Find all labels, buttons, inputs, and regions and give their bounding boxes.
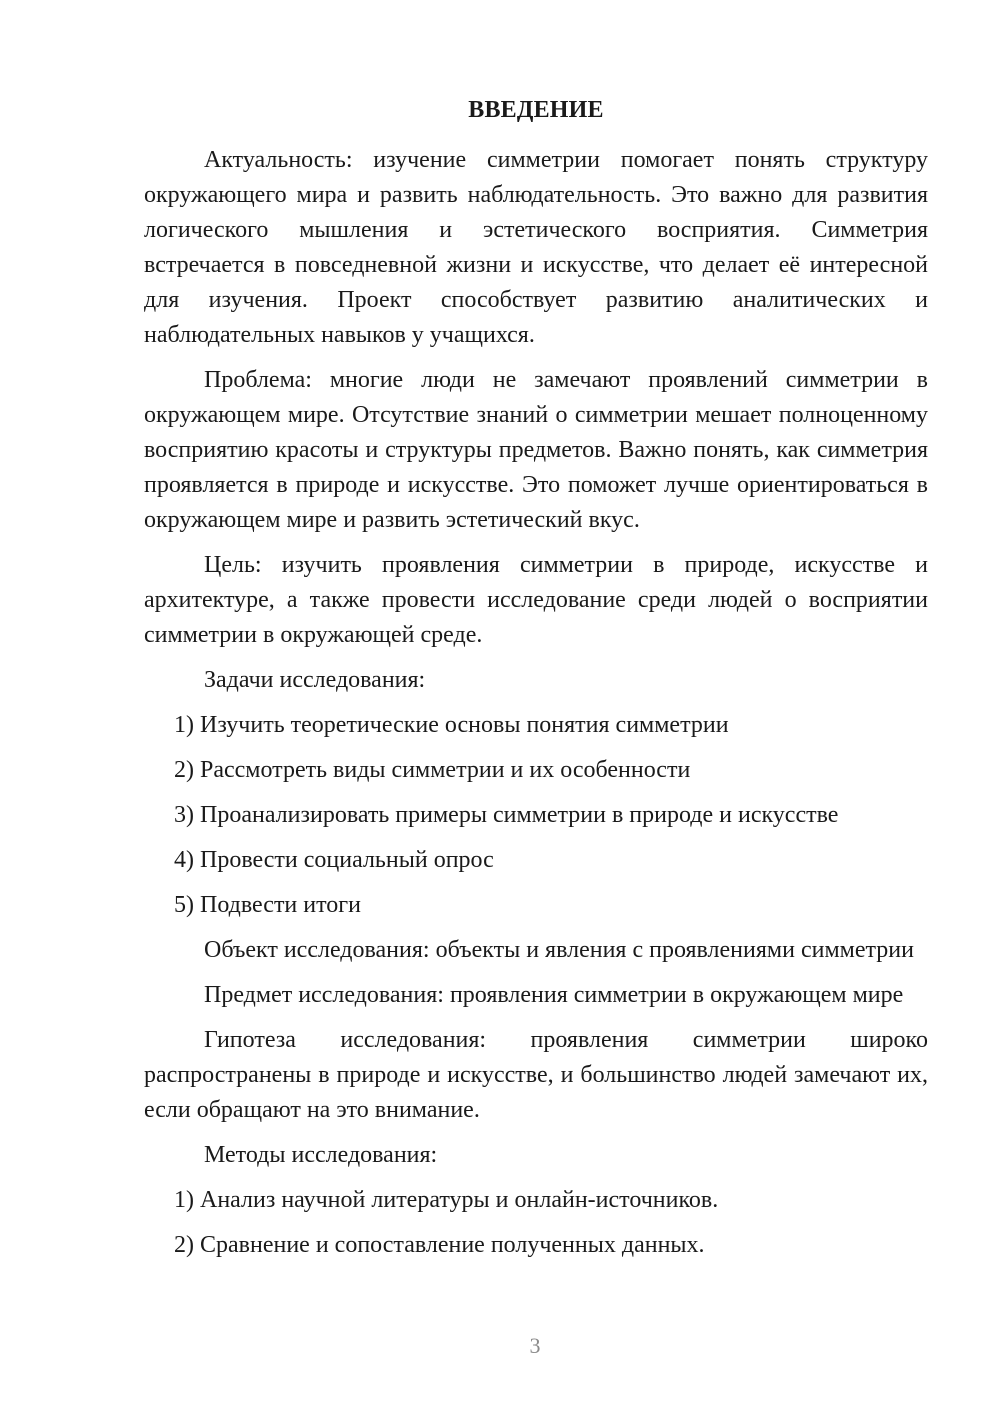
list-item: 3) Проанализировать примеры симметрии в природе и искусстве — [174, 802, 839, 828]
methods-list — [144, 1183, 928, 1263]
tasks-heading: Задачи исследования: — [204, 667, 426, 693]
list-item: 2) Сравнение и сопоставление полученных данных. — [174, 1232, 705, 1258]
list-item: 2) Рассмотреть виды симметрии и их особенности — [174, 757, 691, 783]
page-title: ВВЕДЕНИЕ — [468, 97, 604, 123]
subject-paragraph: Предмет исследования: проявления симметрии в окружающем мире — [204, 982, 904, 1008]
page-content — [144, 95, 928, 1273]
methods-heading: Методы исследования: — [204, 1142, 438, 1168]
goal-paragraph: Цель: изучить проявления симметрии в природе, искусстве и архитектуре, а также провести исследование среди людей о восприятии симметрии в окружающей среде. — [144, 552, 928, 648]
list-item: 1) Анализ научной литературы и онлайн-источников. — [174, 1187, 719, 1213]
relevance-paragraph: Актуальность: изучение симметрии помогает понять структуру окружающего мира и развить наблюдательность. Это важно для развития логического мышления и эстетического восприятия. Симметрия встречается в повседневной жизни и искусстве, что делает её интересной для изучения. Проект способствует развитию аналитических и наблюдательных навыков у учащихся. — [144, 147, 928, 348]
problem-paragraph: Проблема: многие люди не замечают проявлений симметрии в окружающем мире. Отсутствие знаний о симметрии мешает полноценному восприятию красоты и структуры предметов. Важно понять, как симметрия проявляется в природе и искусстве. Это поможет лучше ориентироваться в окружающем мире и развить эстетический вкус. — [144, 367, 928, 533]
list-item: 1) Изучить теоретические основы понятия симметрии — [174, 712, 729, 738]
page-number: 3 — [529, 1333, 541, 1358]
list-item: 4) Провести социальный опрос — [174, 847, 494, 873]
object-paragraph: Объект исследования: объекты и явления с проявлениями симметрии — [204, 937, 914, 963]
hypothesis-paragraph: Гипотеза исследования: проявления симметрии широко распространены в природе и искусстве, и большинство людей замечают их, если обращают на это внимание. — [144, 1027, 928, 1123]
list-item: 5) Подвести итоги — [174, 892, 361, 918]
tasks-list — [144, 708, 928, 923]
